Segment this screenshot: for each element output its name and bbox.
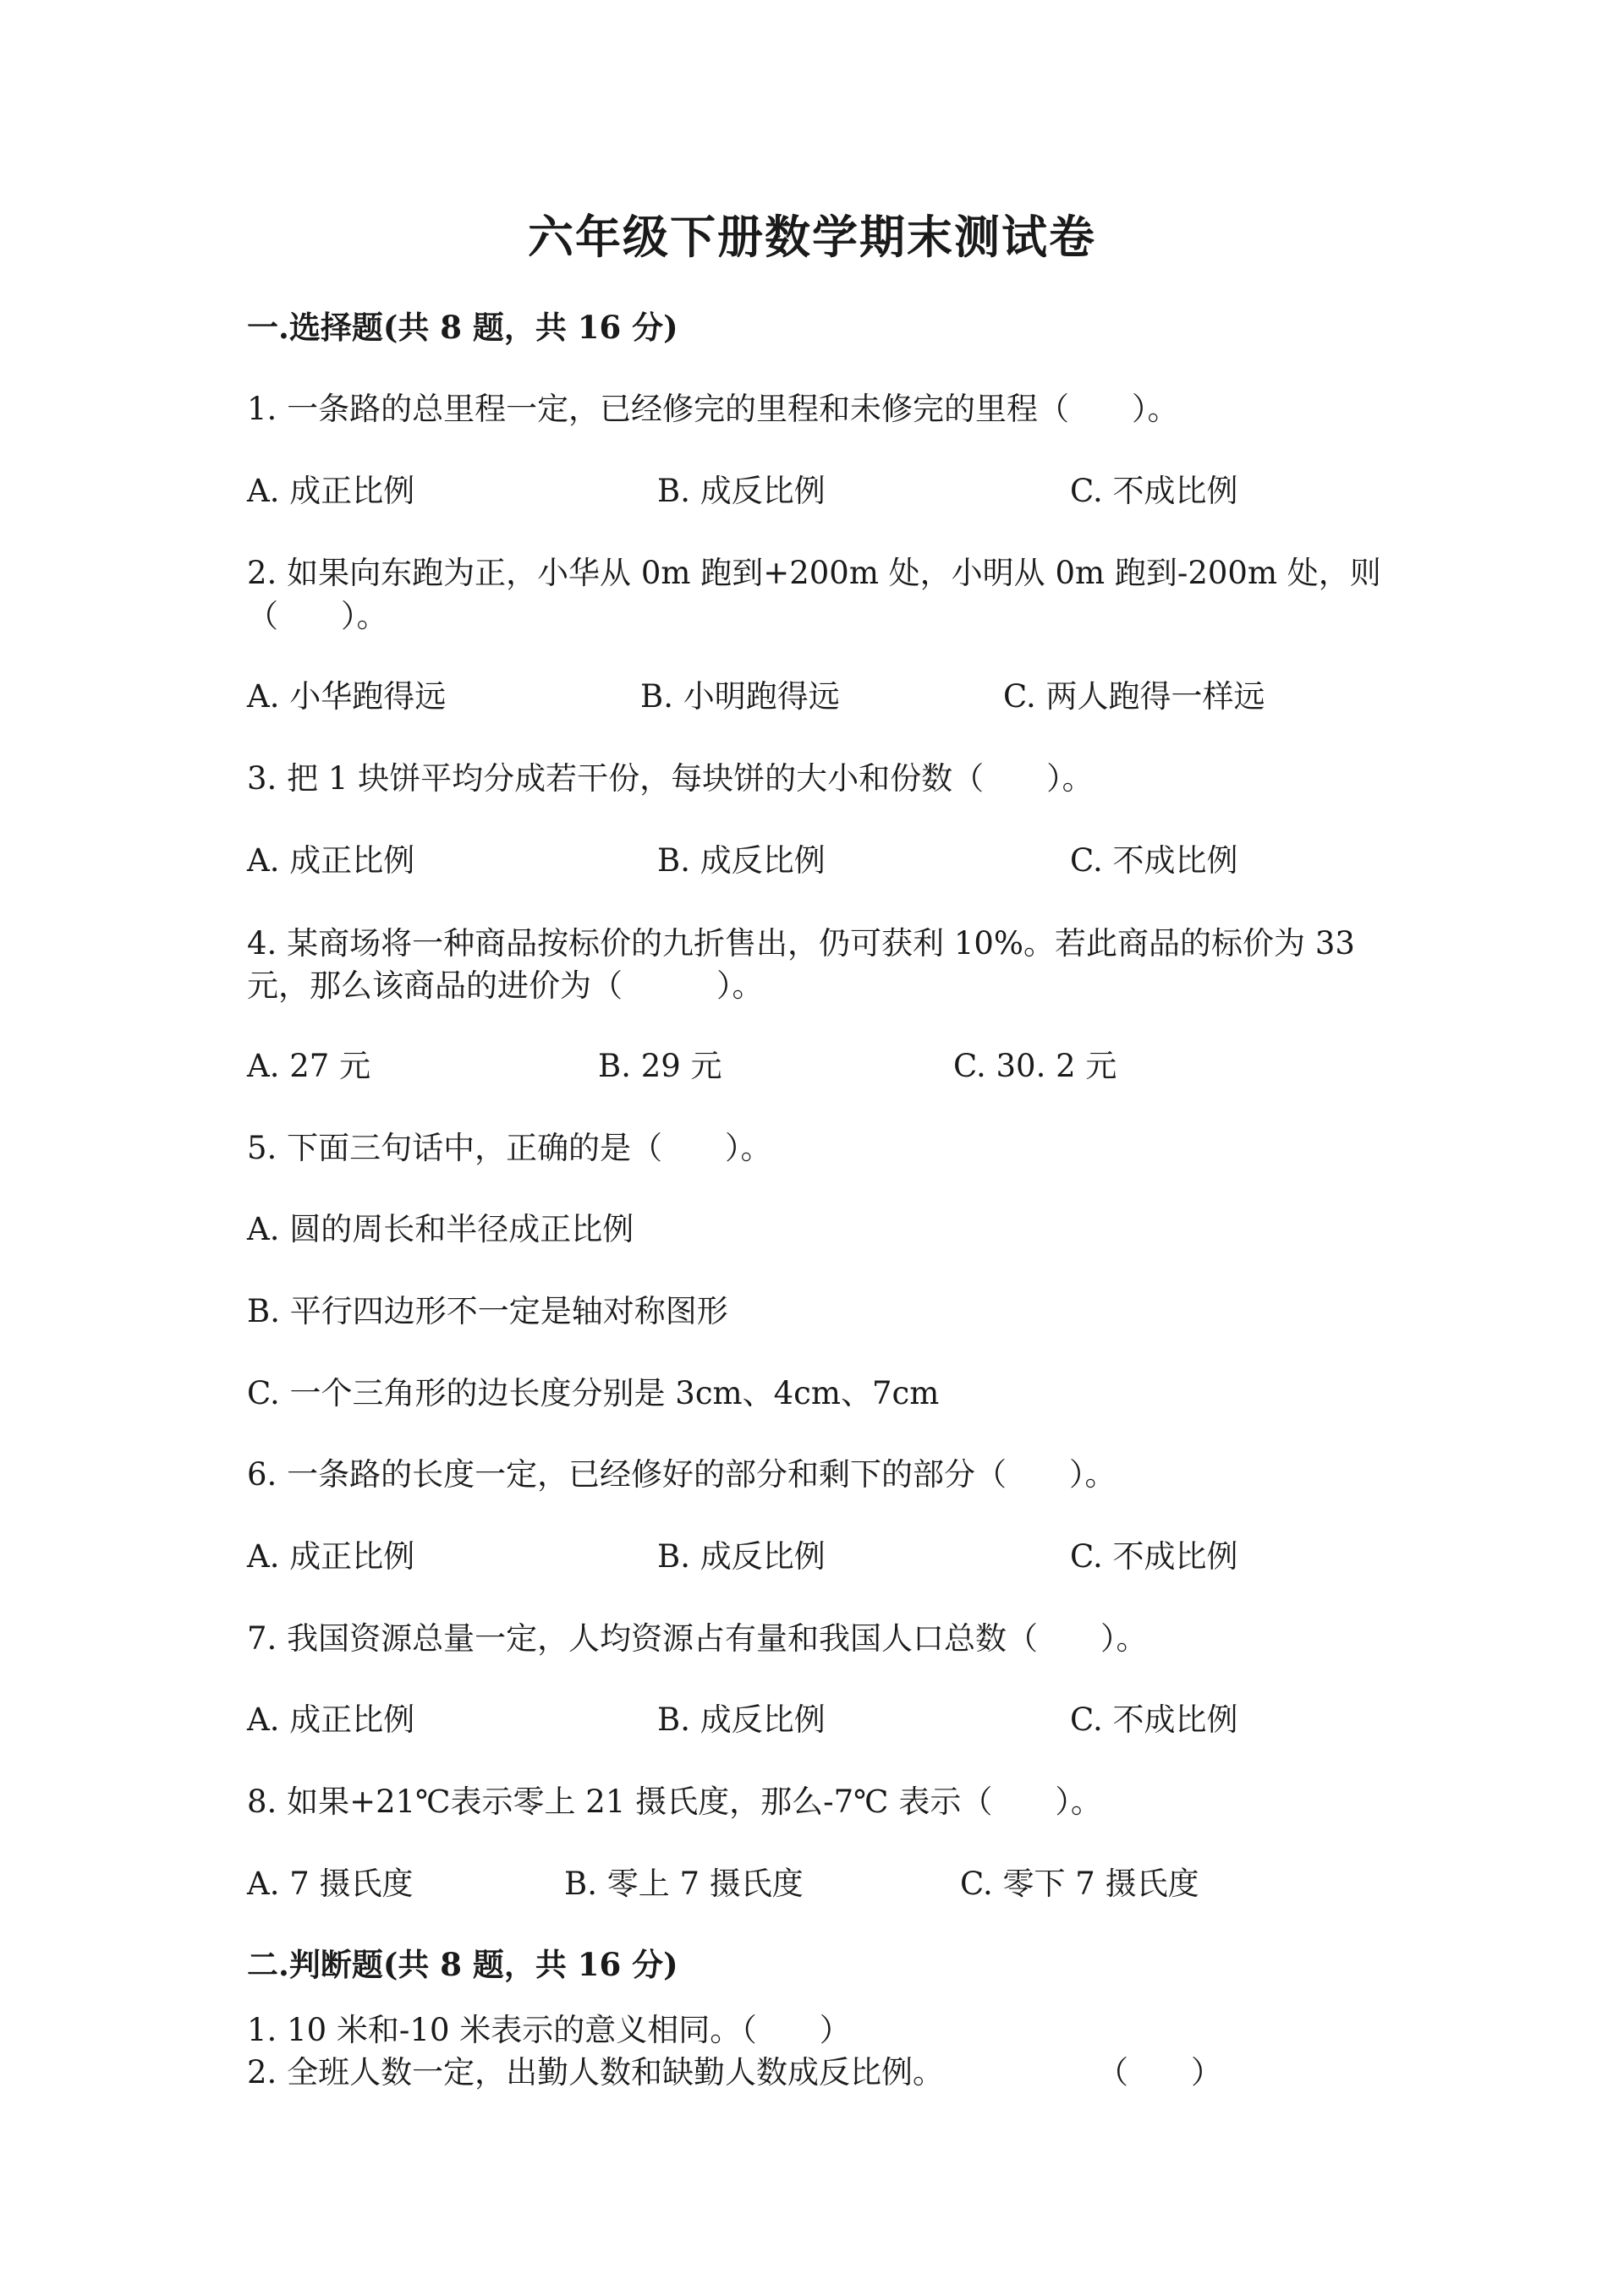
option-c: C. 不成比例 (1070, 1701, 1238, 1738)
judgment-item-1: 1. 10 米和-10 米表示的意义相同。（ ） (247, 2012, 851, 2048)
option-b: B. 小明跑得远 (640, 678, 840, 715)
option-a: A. 成正比例 (247, 842, 415, 879)
option-a: A. 小华跑得远 (247, 678, 447, 715)
option-b: B. 29 元 (598, 1048, 722, 1084)
option-c: C. 不成比例 (1070, 842, 1238, 879)
option-b: B. 成反比例 (657, 842, 826, 879)
option-c: C. 零下 7 摄氏度 (960, 1866, 1199, 1902)
option-b: B. 成反比例 (657, 473, 826, 509)
option-b: B. 平行四边形不一定是轴对称图形 (247, 1293, 728, 1329)
question-text: 1. 一条路的总里程一定，已经修完的里程和未修完的里程（ ）。 (247, 391, 1179, 427)
section-heading-choice: 一.选择题(共 8 题，共 16 分) (247, 309, 678, 346)
option-b: B. 零上 7 摄氏度 (564, 1866, 804, 1902)
option-c: C. 不成比例 (1070, 473, 1238, 509)
option-a: A. 7 摄氏度 (247, 1866, 414, 1902)
option-c: C. 30. 2 元 (953, 1048, 1117, 1084)
option-b: B. 成反比例 (657, 1538, 826, 1575)
option-c: C. 两人跑得一样远 (1003, 678, 1265, 715)
question-text: 5. 下面三句话中，正确的是（ ）。 (247, 1130, 772, 1166)
option-a: A. 成正比例 (247, 1701, 415, 1738)
question-text: 8. 如果+21℃表示零上 21 摄氏度，那么-7℃ 表示（ ）。 (247, 1784, 1102, 1820)
question-text-continued: 元，那么该商品的进价为（ ）。 (247, 967, 764, 1004)
question-text: 6. 一条路的长度一定，已经修好的部分和剩下的部分（ ）。 (247, 1456, 1116, 1493)
section-heading-judgment: 二.判断题(共 8 题，共 16 分) (247, 1946, 678, 1983)
page-title: 六年级下册数学期末测试卷 (528, 210, 1096, 264)
question-text: 4. 某商场将一种商品按标价的九折售出，仍可获利 10%。若此商品的标价为 33 (247, 925, 1355, 962)
question-text: 7. 我国资源总量一定，人均资源占有量和我国人口总数（ ）。 (247, 1620, 1148, 1657)
option-a: A. 成正比例 (247, 1538, 415, 1575)
answer-blank: （ ） (1097, 2054, 1222, 2091)
option-c: C. 不成比例 (1070, 1538, 1238, 1575)
question-text: 2. 如果向东跑为正，小华从 0m 跑到+200m 处，小明从 0m 跑到-200m 处，则 (247, 555, 1381, 591)
option-c: C. 一个三角形的边长度分别是 3cm、4cm、7cm (247, 1375, 940, 1411)
option-b: B. 成反比例 (657, 1701, 826, 1738)
judgment-item-text: 2. 全班人数一定，出勤人数和缺勤人数成反比例。 (247, 2054, 945, 2091)
option-a: A. 圆的周长和半径成正比例 (247, 1211, 634, 1247)
question-text-continued: （ ）。 (247, 598, 388, 634)
question-text: 3. 把 1 块饼平均分成若干份，每块饼的大小和份数（ ）。 (247, 760, 1094, 797)
option-a: A. 27 元 (247, 1048, 371, 1084)
option-a: A. 成正比例 (247, 473, 415, 509)
